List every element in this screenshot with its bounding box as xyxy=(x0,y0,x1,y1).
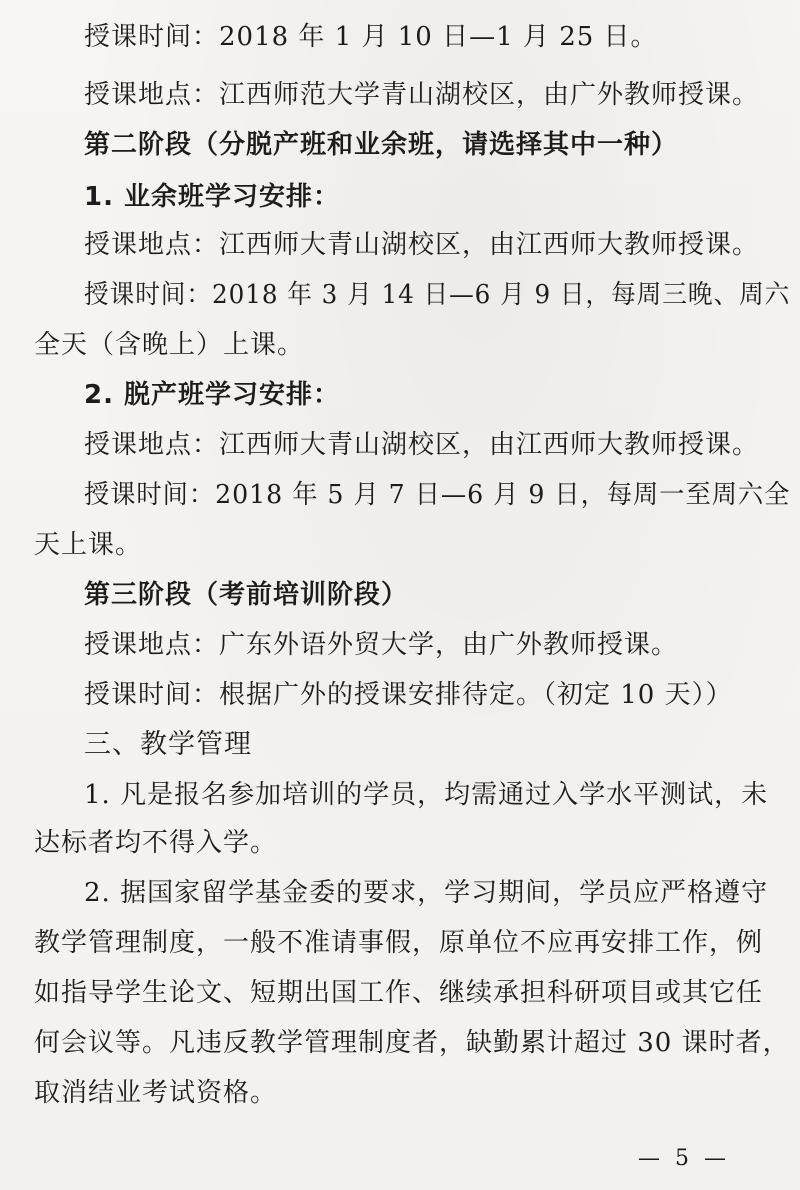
text-line: 授课时间：2018 年 3 月 14 日—6 月 9 日，每周三晚、周六 xyxy=(84,280,791,310)
text-line: 取消结业考试资格。 xyxy=(34,1078,278,1108)
chapter-heading: 三、教学管理 xyxy=(84,729,252,760)
text-line: 授课时间：2018 年 1 月 10 日—1 月 25 日。 xyxy=(84,22,658,52)
section-heading: 第三阶段（考前培训阶段） xyxy=(84,580,409,610)
text-line: 授课地点：江西师大青山湖校区，由江西师大教师授课。 xyxy=(84,230,760,260)
page-number: — 5 — xyxy=(638,1146,730,1171)
subsection-heading: 1. 业余班学习安排： xyxy=(84,182,341,212)
text-line: 授课地点：广东外语外贸大学，由广外教师授课。 xyxy=(84,630,679,660)
text-line: 授课时间：2018 年 5 月 7 日—6 月 9 日，每周一至周六全 xyxy=(84,480,791,510)
text-line: 2. 据国家留学基金委的要求，学习期间，学员应严格遵守 xyxy=(84,878,769,908)
text-line: 如指导学生论文、短期出国工作、继续承担科研项目或其它任 xyxy=(34,978,764,1008)
text-line: 1. 凡是报名参加培训的学员，均需通过入学水平测试，未 xyxy=(84,780,769,810)
text-line: 全天（含晚上）上课。 xyxy=(34,330,305,360)
text-line: 天上课。 xyxy=(34,530,143,560)
text-line: 授课时间：根据广外的授课安排待定。（初定 10 天）） xyxy=(84,680,733,710)
subsection-heading: 2. 脱产班学习安排： xyxy=(84,380,341,410)
text-line: 授课地点：江西师范大学青山湖校区，由广外教师授课。 xyxy=(84,80,760,110)
text-line: 授课地点：江西师大青山湖校区，由江西师大教师授课。 xyxy=(84,430,760,460)
text-line: 何会议等。凡违反教学管理制度者，缺勤累计超过 30 课时者， xyxy=(34,1028,790,1058)
section-heading: 第二阶段（分脱产班和业余班，请选择其中一种） xyxy=(84,130,679,160)
text-line: 教学管理制度，一般不准请事假，原单位不应再安排工作，例 xyxy=(34,928,764,958)
text-line: 达标者均不得入学。 xyxy=(34,828,278,858)
